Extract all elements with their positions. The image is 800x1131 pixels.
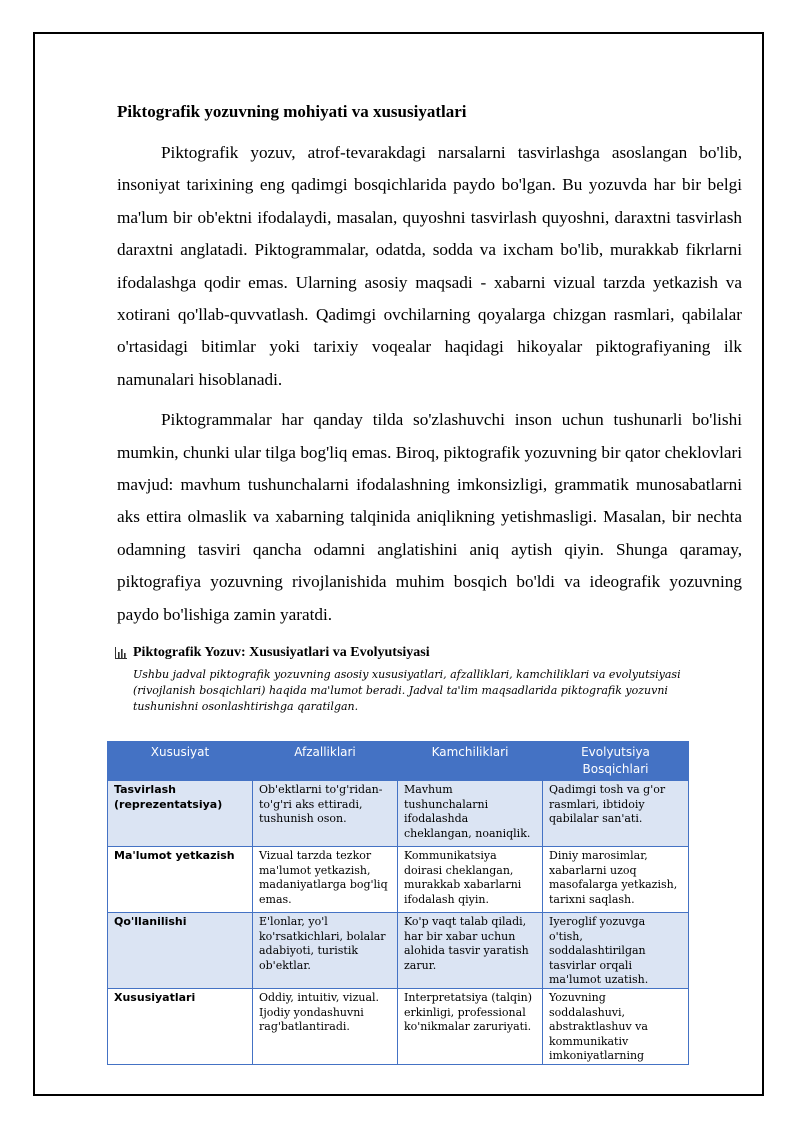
table-cell: Mavhum tushunchalarni ifodalashda cheklangan, noaniqlik. bbox=[398, 781, 543, 847]
table-cell: Qo'llanilishi bbox=[108, 913, 253, 989]
table-header-row bbox=[108, 742, 689, 781]
table-cell: Interpretatsiya (talqin) erkinligi, professional ko'nikmalar zaruriyati. bbox=[398, 988, 543, 1064]
table-description: Ushbu jadval piktografik yozuvning asosiy xususiyatlari, afzalliklari, kamchiliklari va evolyutsiyasi (rivojlanish bosqichlari) haqida ma'lumot beradi. Jadval ta'lim maqsadlarida piktografik yozuvni tushunishni osonlashtirishga qaratilgan. bbox=[133, 668, 681, 714]
section-heading: Piktografik yozuvning mohiyati va xususiyatlari bbox=[117, 102, 467, 121]
column-header: Afzalliklari bbox=[253, 742, 398, 781]
paragraph-1: Piktografik yozuv, atrof-tevarakdagi narsalarni tasvirlashga asoslangan bo'lib, insoniyat tarixining eng qadimgi bosqichlarida paydo bo'lgan. Bu yozuvda har bir belgi ma'lum bir ob'ektni ifodalaydi, masalan, quyoshni tasvirlash quyoshni, daraxtni tasvirlash daraxtni anglatadi. Piktogrammalar, odatda, sodda va ixcham bo'lib, murakkab fikrlarni ifodalashga qodir emas. Ularning asosiy maqsadi - xabarni vizual tarzda yetkazish va xotirani qo'llab-quvvatlash. Qadimgi ovchilarning qoyalarga chizgan rasmlari, qabilalar o'rtasidagi bitimlar yoki tarixiy voqealar haqidagi hikoyalar piktografiyaning ilk namunalari hisoblanadi. bbox=[117, 143, 742, 389]
table-cell: Qadimgi tosh va g'or rasmlari, ibtidoiy qabilalar san'ati. bbox=[543, 781, 689, 847]
bar-chart-icon bbox=[115, 647, 127, 659]
table-cell: Vizual tarzda tezkor ma'lumot yetkazish, madaniyatlarga bog'liq emas. bbox=[253, 847, 398, 913]
column-header: Kamchiliklari bbox=[398, 742, 543, 781]
table-cell: Ma'lumot yetkazish bbox=[108, 847, 253, 913]
column-header: Evolyutsiya Bosqichlari bbox=[543, 742, 689, 781]
table-row bbox=[108, 781, 689, 847]
paragraph-2: Piktogrammalar har qanday tilda so'zlashuvchi inson uchun tushunarli bo'lishi mumkin, chunki ular tilga bog'liq emas. Biroq, piktografik yozuvning bir qator cheklovlari mavjud: mavhum tushunchalarni ifodalashning imkonsizligi, grammatik munosabatlarni aks ettira olmaslik va xabarning talqinida aniqlikning yetishmasligi. Masalan, bir nechta odamning tasviri qancha odamni anglatishini aniq aytish qiyin. Shunga qaramay, piktografiya yozuvning rivojlanishida muhim bosqich bo'ldi va ideografik yozuvning paydo bo'lishiga zamin yaratdi. bbox=[117, 410, 742, 624]
table-cell: Ko'p vaqt talab qiladi, har bir xabar uchun alohida tasvir yaratish zarur. bbox=[398, 913, 543, 989]
table-row bbox=[108, 913, 689, 989]
table-row bbox=[108, 988, 689, 1064]
table-cell: Iyeroglif yozuvga o'tish, soddalashtirilgan tasvirlar orqali ma'lumot uzatish. bbox=[543, 913, 689, 989]
table-caption bbox=[115, 645, 742, 661]
document-body bbox=[117, 100, 742, 715]
table-cell: Yozuvning soddalashuvi, abstraktlashuv va kommunikativ imkoniyatlarning bbox=[543, 988, 689, 1064]
table-cell: Xususiyatlari bbox=[108, 988, 253, 1064]
features-table bbox=[107, 741, 689, 1065]
table-cell: Kommunikatsiya doirasi cheklangan, murakkab xabarlarni ifodalash qiyin. bbox=[398, 847, 543, 913]
table-cell: Oddiy, intuitiv, vizual. Ijodiy yondashuvni rag'batlantiradi. bbox=[253, 988, 398, 1064]
table-cell: Ob'ektlarni to'g'ridan-to'g'ri aks ettiradi, tushunish oson. bbox=[253, 781, 398, 847]
table-title: Piktografik Yozuv: Xususiyatlari va Evolyutsiyasi bbox=[133, 645, 430, 661]
table-cell: Diniy marosimlar, xabarlarni uzoq masofalarga yetkazish, tarixni saqlash. bbox=[543, 847, 689, 913]
table-cell: Tasvirlash (reprezentatsiya) bbox=[108, 781, 253, 847]
column-header: Xususiyat bbox=[108, 742, 253, 781]
table-cell: E'lonlar, yo'l ko'rsatkichlari, bolalar adabiyoti, turistik ob'ektlar. bbox=[253, 913, 398, 989]
table-row bbox=[108, 847, 689, 913]
